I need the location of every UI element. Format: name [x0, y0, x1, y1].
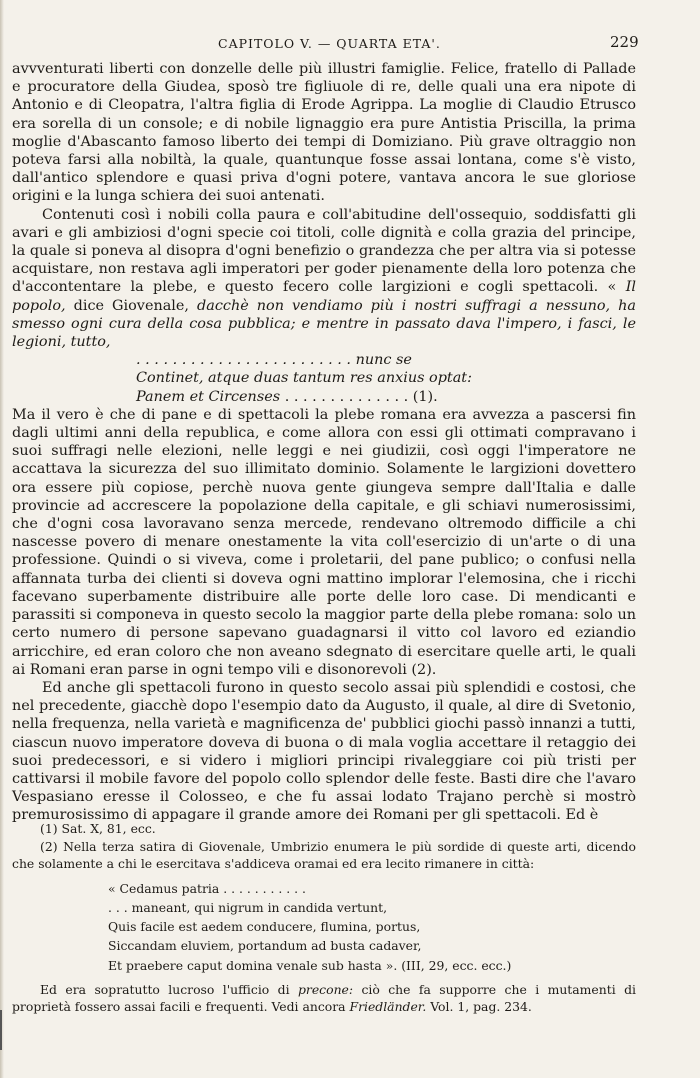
- footnote-1: (1) Sat. X, 81, ecc.: [40, 821, 156, 836]
- quote-italic: Il popolo,: [12, 279, 636, 314]
- verse-quote: [136, 351, 636, 406]
- paragraph-4: Ed anche gli spettacoli furono in questo secolo assai più splendidi e costosi, che nel precedente, giacchè dopo l'esempio dato da Augusto, il quale, al dire di Svetonio, nella frequenza, nella varietà e magnificenza de' pubblici giochi passò innanzi a tutti, ciascun nuovo imperatore doveva di buona o di mala voglia accettare il retaggio dei suoi predecessori, e si videro i migliori principi rivaleggiare coi più tristi per cattivarsi il mobile favore del popolo collo splendor delle feste. Basti dire che l'avaro Vespasiano eresse il Colosseo, e che fu assai lodato Trajano perchè si mostrò premurosissimo di appagare il grande amore dei Romani per gli spettacoli. Ed è: [12, 679, 636, 824]
- paragraph-2: [12, 206, 636, 352]
- running-title: CAPITOLO V. — QUARTA ETA'.: [218, 36, 441, 51]
- verse-line-1: . . . . . . . . . . . . . . . . . . . . . . . . nunc se: [136, 352, 412, 369]
- poem-line: « Cedamus patria . . . . . . . . . . .: [108, 880, 306, 896]
- quote-open: «: [607, 279, 626, 296]
- footnote-poem: [108, 879, 636, 975]
- footnote-2: (2) Nella terza satira di Giovenale, Umbrizio enumera le più sordide di queste arti, dicendo che solamente a chi le esercitava s'addiceva oramai ed era lecito rimanere in città:: [12, 838, 636, 872]
- scan-margin-mark: [0, 1010, 2, 1050]
- verse-line-3: Panem et Circenses . . . . . . . . . . . . . . (1).: [136, 388, 438, 405]
- poem-line: Siccandam eluviem, portandum ad busta cadaver,: [108, 938, 422, 954]
- poem-line: Et praebere caput domina venale sub hasta ». (III, 29, ecc. ecc.): [108, 957, 512, 973]
- page-left-edge: [0, 0, 4, 1078]
- paragraph-2-text: Contenuti così i nobili colla paura e coll'abitudine dell'ossequio, soddisfatti gli avari e gli ambiziosi d'ogni specie coi titoli, colle dignità e colla grazia del principe, la quale si poneva al disopra d'ogni benefizio o grandezza che per altra via si potesse acquistare, non restava agli imperatori per goder pienamente della loro potenza che d'accontentare la plebe, e questo fecero colle largizioni e cogli spettacoli.: [12, 206, 636, 296]
- main-text: [12, 60, 636, 825]
- paragraph-3: Ma il vero è che di pane e di spettacoli la plebe romana era avvezza a pascersi fin dagli ultimi anni della republica, e come allora con essi gli ottimati compravano i suoi suffragi nelle elezioni, nelle leggi e nei giudizii, così oggi l'imperatore ne accattava la sicurezza del suo illimitato dominio. Solamente le largizioni dovettero ora essere più copiose, perchè nuova gente giungeva sempre dall'Italia e dalle provincie ad accrescere la popolazione della capitale, e gli schiavi numerosissimi, che d'ogni cosa lavoravano senza mercede, rendevano oltremodo difficile a chi nascesse povero di menare onestamente la vita coll'esercizio di un'arte o di una professione. Quindi o si viveva, come i proletarii, del pane publico; o confusi nella affannata turba dei clienti si doveva ogni mattino implorar l'elemosina, che i ricchi facevano superbamente distribuire alle porte delle loro case. Di mendicanti e parassiti si componeva in questo secolo la maggior parte della plebe romana: solo un certo numero di persone sapevano guadagnarsi il vitto col lavoro ed eziandio arricchire, ed eran coloro che non aveano sdegnato di esercitare quelle arti, le quali ai Romani eran parse in ogni tempo vili e disonorevoli (2).: [12, 406, 636, 678]
- footnotes: [12, 820, 636, 1016]
- poem-line: . . . maneant, qui nigrum in candida vertunt,: [108, 899, 388, 915]
- footnote-3: Ed era sopratutto lucroso l'ufficio di precone: ciò che fa supporre che i mutamenti di proprietà fossero assai facili e frequenti. Vedi ancora Friedländer. Vol. 1, pag. 234.: [12, 981, 636, 1015]
- quote-attribution: dice Giovenale,: [65, 297, 198, 314]
- quote-italic-2: dacchè non vendiamo più i nostri suffragi a nessuno, ha smesso ogni cura della cosa pubblica; e mentre in passato dava l'impero, i fasci, le legioni, tutto,: [12, 297, 636, 351]
- page-number: 229: [610, 33, 639, 51]
- verse-line-2: Continet, atque duas tantum res anxius optat:: [136, 370, 472, 387]
- running-header: [0, 33, 700, 56]
- paragraph-1: avvventurati liberti con donzelle delle più illustri famiglie. Felice, fratello di Pallade e procuratore della Giudea, sposò tre figliuole di re, delle quali una era nipote di Antonio e di Cleopatra, l'altra figlia di Erode Agrippa. La moglie di Claudio Etrusco era sorella di un console; e di nobile lignaggio era pure Antistia Priscilla, la prima moglie d'Abascanto famoso liberto dei tempi di Domiziano. Più grave oltraggio non poteva farsi alla nobiltà, la quale, quantunque fosse assai lontana, come s'è visto, dall'antico splendore e quasi priva d'ogni potere, vantava ancora le sue gloriose origini e la lunga schiera dei suoi antenati.: [12, 61, 636, 205]
- poem-line: Quis facile est aedem conducere, flumina, portus,: [108, 919, 421, 935]
